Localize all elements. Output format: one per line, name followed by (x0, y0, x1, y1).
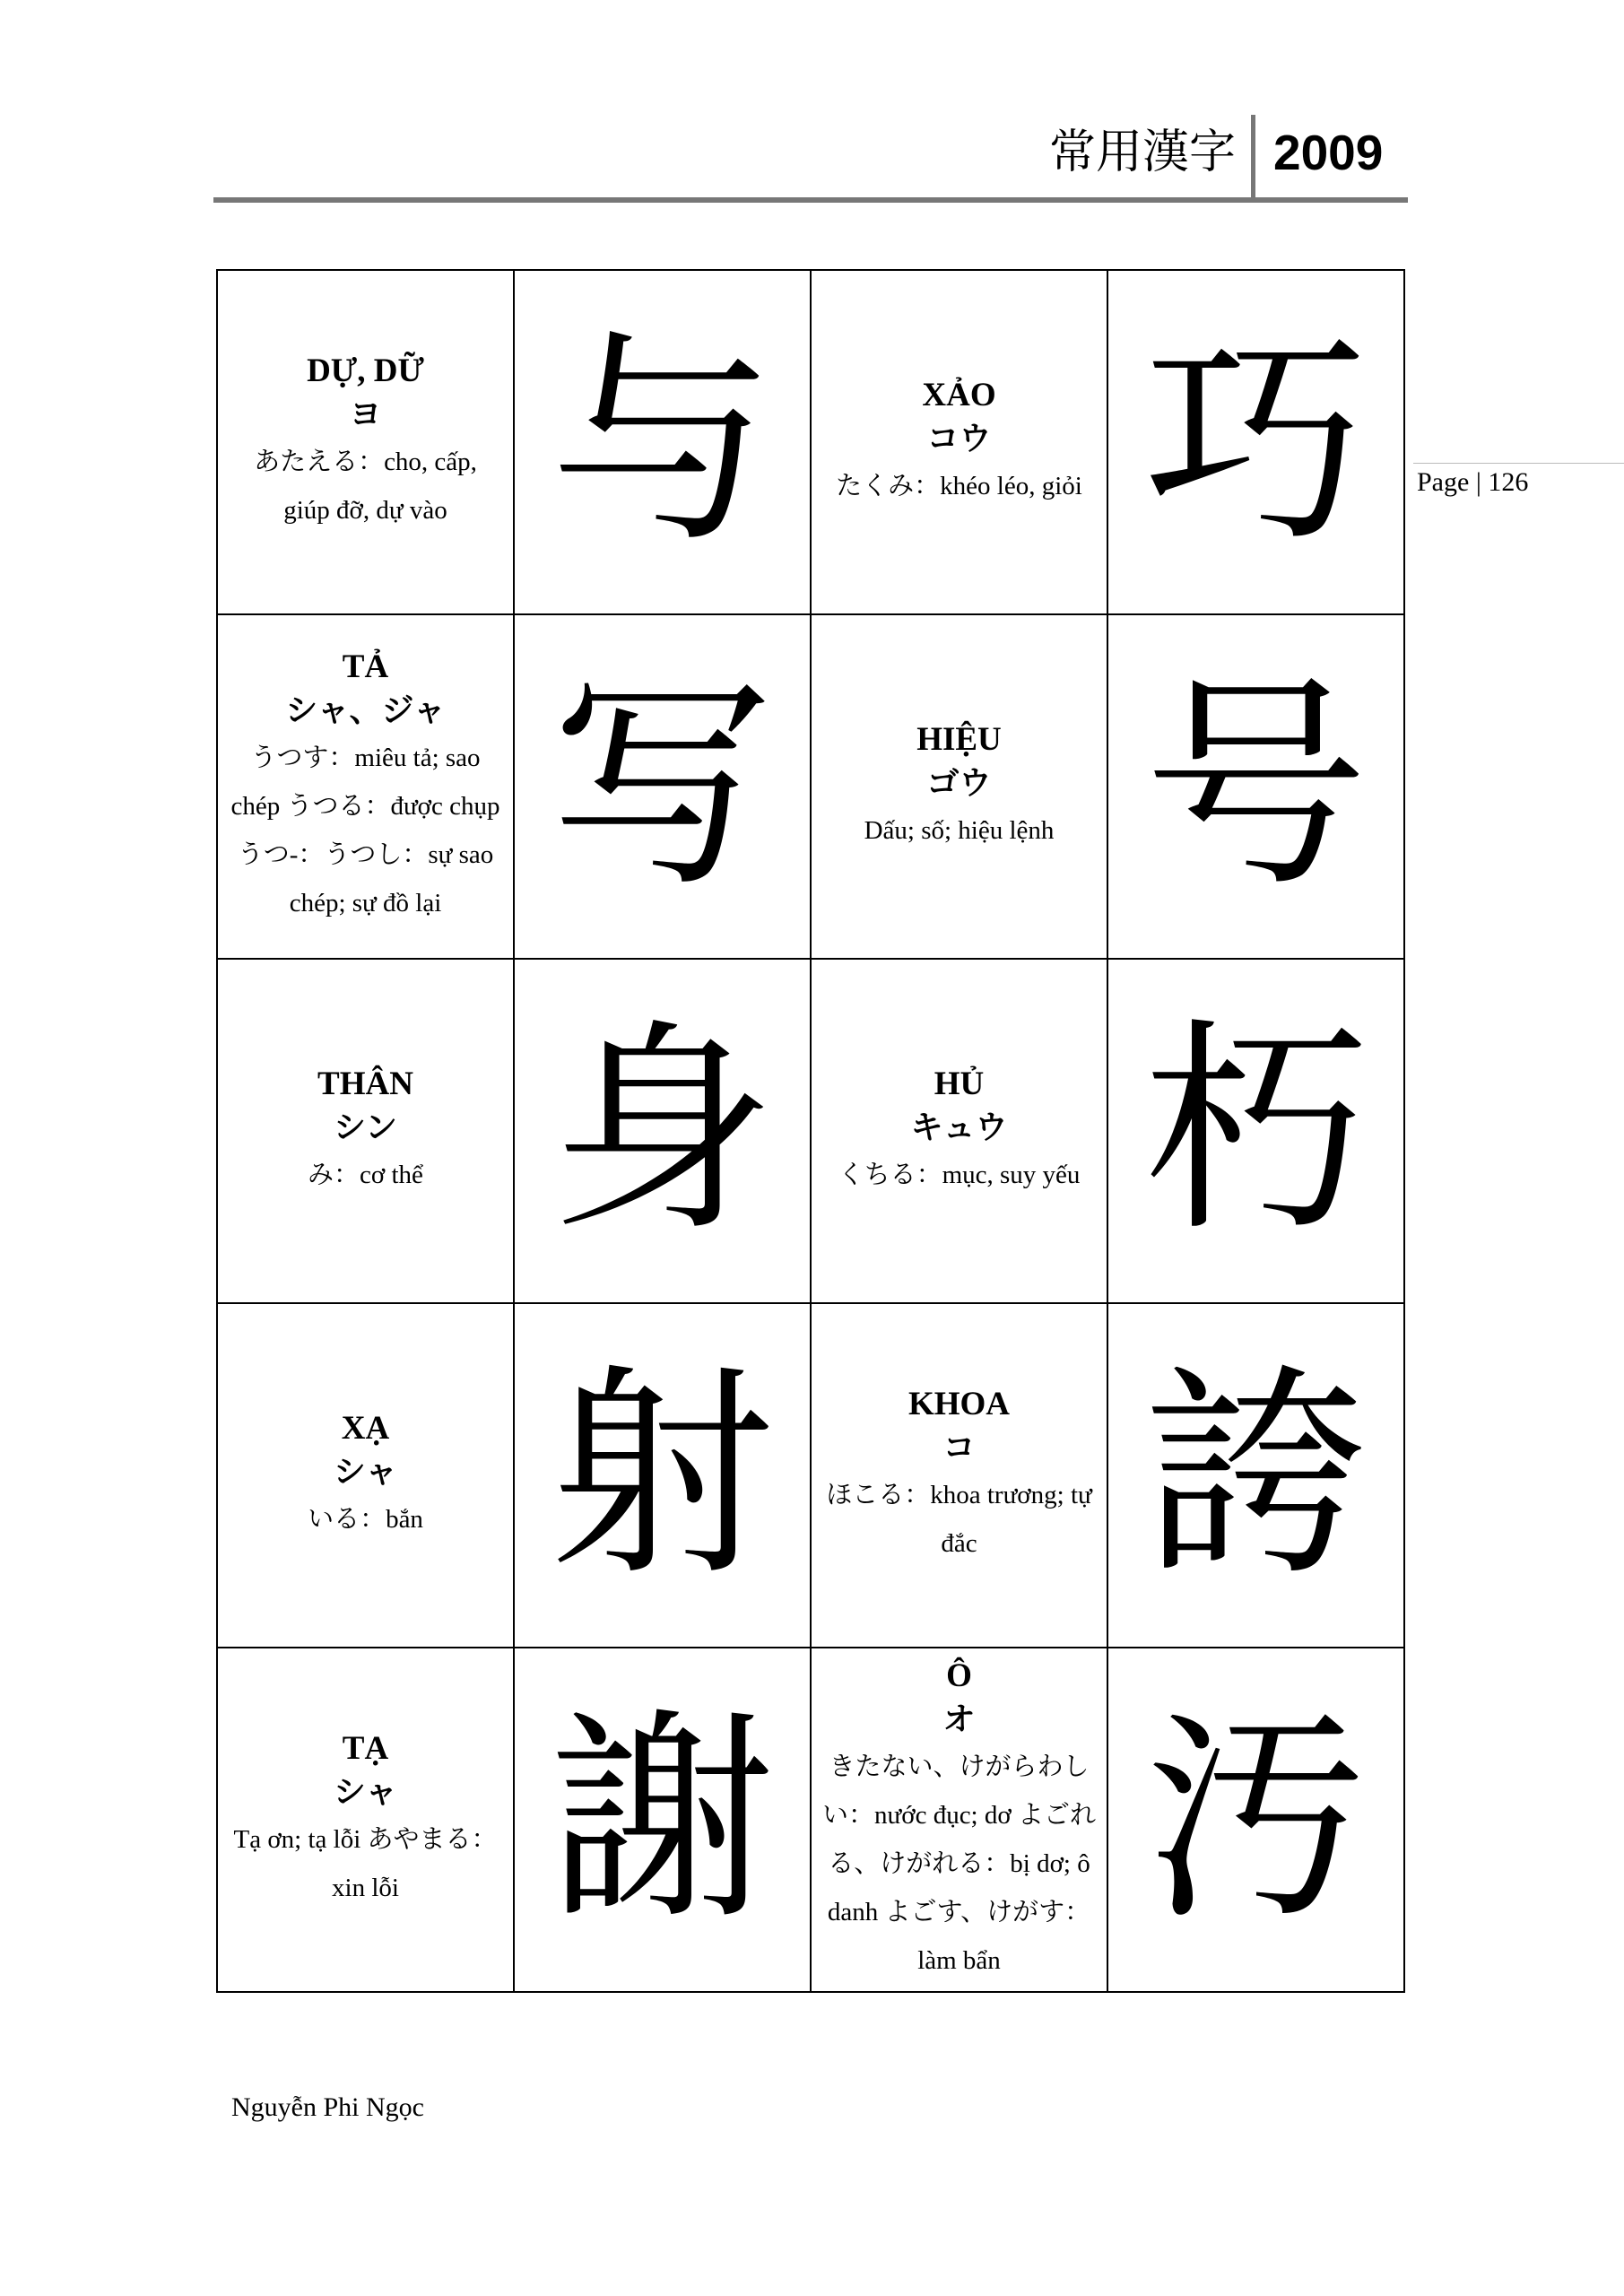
kanji-glyph: 号 (1143, 656, 1368, 917)
sino-vietnamese-reading: HIỆU (916, 721, 1002, 758)
kanji-glyph-cell (514, 1648, 811, 1992)
onyomi-reading: シン (333, 1109, 398, 1146)
onyomi-reading: コウ (926, 421, 992, 457)
kanji-info-cell (217, 270, 514, 614)
kanji-table (216, 269, 1405, 1993)
table-row (217, 1303, 1404, 1648)
kanji-glyph-cell (1107, 1303, 1404, 1648)
kanji-info-cell (217, 1648, 514, 1992)
kanji-info-cell (217, 614, 514, 959)
kanji-info-cell (217, 959, 514, 1303)
kanji-meaning: Dấu; số; hiệu lệnh (864, 816, 1055, 845)
onyomi-reading: キュウ (910, 1109, 1008, 1146)
kanji-info-cell (811, 1648, 1107, 1992)
sino-vietnamese-reading: Ô (946, 1657, 972, 1694)
onyomi-reading: オ (942, 1701, 976, 1738)
kanji-meaning: ほこる：khoa trương; tự đắc (826, 1481, 1092, 1558)
kanji-glyph: 汚 (1143, 1689, 1368, 1950)
kanji-meaning: きたない、けがらわしい：nước đục; dơ よごれる、けがれる：bị dơ; ô danh よごす、けがす：làm bẩn (822, 1752, 1096, 1975)
table-row (217, 270, 1404, 614)
page-header (213, 115, 1408, 203)
kanji-info-cell (811, 1303, 1107, 1648)
onyomi-reading: ヨ (349, 396, 382, 433)
kanji-glyph: 朽 (1143, 1000, 1368, 1261)
kanji-meaning: うつす：miêu tả; sao chép うつる：được chụp うつ-：うつし：sự sao chép; sự đồ lại (230, 744, 500, 918)
kanji-glyph: 巧 (1143, 311, 1368, 572)
onyomi-reading: シャ (333, 1774, 398, 1811)
kanji-meaning: いる：bắn (308, 1505, 423, 1534)
header-title: 常用漢字 (1048, 126, 1236, 179)
header-rule (213, 197, 1408, 203)
sino-vietnamese-reading: DỰ, DỮ (307, 352, 424, 389)
kanji-glyph-cell (1107, 959, 1404, 1303)
kanji-glyph-cell (514, 614, 811, 959)
kanji-meaning: たくみ：khéo léo, giỏi (836, 472, 1082, 500)
kanji-glyph: 射 (550, 1344, 775, 1605)
table-row (217, 959, 1404, 1303)
table-row (217, 1648, 1404, 1992)
kanji-glyph: 与 (550, 311, 775, 572)
kanji-glyph-cell (514, 270, 811, 614)
kanji-glyph: 身 (550, 1000, 775, 1261)
kanji-info-cell (811, 959, 1107, 1303)
sino-vietnamese-reading: HỦ (934, 1065, 985, 1102)
onyomi-reading: シャ (333, 1454, 398, 1491)
kanji-glyph: 誇 (1143, 1344, 1368, 1605)
sino-vietnamese-reading: XẢO (922, 377, 996, 413)
kanji-glyph: 謝 (550, 1689, 775, 1950)
table-row (217, 614, 1404, 959)
onyomi-reading: シャ、ジャ (285, 692, 446, 729)
kanji-info-cell (217, 1303, 514, 1648)
header-divider (1251, 115, 1255, 201)
kanji-glyph-cell (514, 1303, 811, 1648)
header-year: 2009 (1273, 125, 1384, 180)
kanji-glyph-cell (1107, 614, 1404, 959)
onyomi-reading: ゴウ (926, 765, 992, 802)
page-number: Page | 126 (1417, 467, 1529, 497)
kanji-meaning: あたえる：cho, cấp, giúp đỡ, dự vào (254, 448, 477, 525)
kanji-glyph: 写 (550, 656, 775, 917)
sino-vietnamese-reading: TẢ (342, 648, 389, 685)
sino-vietnamese-reading: THÂN (317, 1065, 413, 1102)
author-name: Nguyễn Phi Ngọc (231, 2092, 424, 2122)
kanji-glyph-cell (1107, 270, 1404, 614)
onyomi-reading: コ (942, 1430, 976, 1466)
sino-vietnamese-reading: TẠ (342, 1730, 389, 1767)
kanji-meaning: くちる：mục, suy yếu (838, 1161, 1081, 1189)
kanji-info-cell (811, 614, 1107, 959)
kanji-info-cell (811, 270, 1107, 614)
kanji-glyph-cell (1107, 1648, 1404, 1992)
sino-vietnamese-reading: XẠ (341, 1410, 390, 1447)
kanji-meaning: Tạ ơn; tạ lỗi あやまる：xin lỗi (233, 1825, 498, 1902)
kanji-glyph-cell (514, 959, 811, 1303)
kanji-meaning: み：cơ thể (308, 1161, 423, 1189)
sino-vietnamese-reading: KHOA (908, 1386, 1011, 1422)
